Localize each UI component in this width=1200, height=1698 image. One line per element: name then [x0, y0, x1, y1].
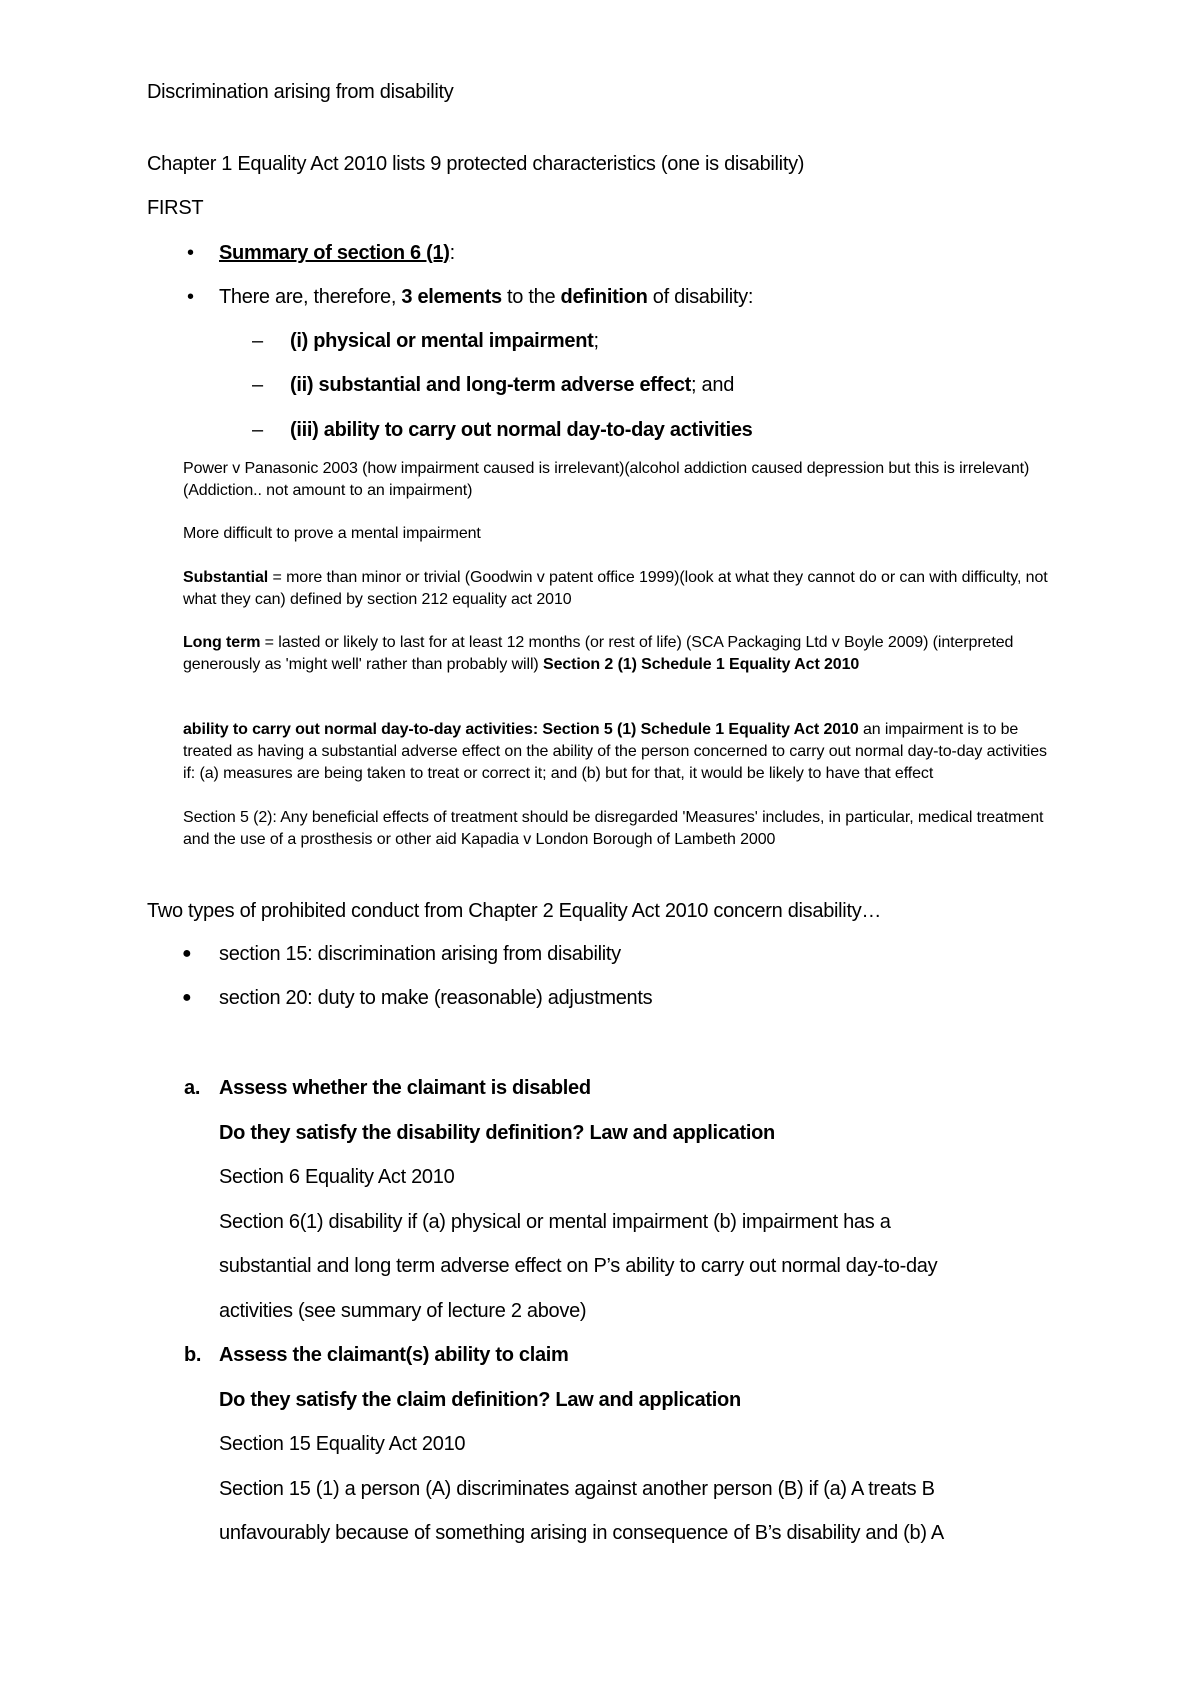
note-substantial-label: Substantial: [183, 569, 269, 586]
prohibited-item: section 20: duty to make (reasonable) adjustments: [219, 987, 653, 1009]
note-longterm: [183, 632, 1063, 676]
document-title: Discrimination arising from disability: [147, 81, 454, 103]
step-b-heading: Assess the claimant(s) ability to claim: [219, 1344, 569, 1366]
note-longterm-label: Long term: [183, 634, 261, 651]
step-a-sub: Do they satisfy the disability definition? Law and application: [219, 1122, 775, 1144]
step-a-section: Section 6 Equality Act 2010: [219, 1166, 455, 1188]
note-substantial-text: = more than minor or trivial (Goodwin v patent office 1999)(look at what they cannot do or can with difficulty, not what they can) defined by section 212 equality act 2010: [183, 569, 1048, 608]
elements-count: 3 elements: [401, 286, 502, 308]
element-item-bold: (iii) ability to carry out normal day-to-day activities: [290, 419, 753, 441]
step-a-text: substantial and long term adverse effect on P’s ability to carry out normal day-to-day: [219, 1255, 938, 1277]
first-label: FIRST: [147, 197, 204, 219]
step-a-text: Section 6(1) disability if (a) physical or mental impairment (b) impairment has a: [219, 1211, 891, 1233]
prohibited-item: section 15: discrimination arising from disability: [219, 943, 621, 965]
step-b-sub: Do they satisfy the claim definition? Law and application: [219, 1389, 741, 1411]
note-ability-label: ability to carry out normal day-to-day activities: Section 5 (1) Schedule 1 Equality Act 2010: [183, 721, 859, 738]
summary-heading-text: Summary of section 6 (1): [219, 242, 450, 264]
bullet-icon: ●: [182, 989, 192, 1006]
element-item: [290, 373, 734, 397]
elements-text: to the: [501, 286, 561, 308]
bullet-icon: •: [187, 242, 194, 264]
dash-icon: –: [252, 374, 263, 396]
note-longterm-section: Section 2 (1) Schedule 1 Equality Act 2010: [543, 656, 860, 673]
step-b-text: Section 15 (1) a person (A) discriminates against another person (B) if (a) A treats B: [219, 1478, 935, 1500]
intro-line: Chapter 1 Equality Act 2010 lists 9 protected characteristics (one is disability): [147, 153, 805, 175]
elements-line: [219, 285, 753, 309]
note-longterm-text: = lasted or likely to last for at least 12 months (or rest of life) (SCA Packaging Ltd v Boyle 2009) (interpreted generously as 'might well' rather than probably will): [183, 634, 1014, 673]
element-item-rest: ; and: [691, 374, 735, 396]
note-section-5-2: Section 5 (2): Any beneficial effects of treatment should be disregarded 'Measures' includes, in particular, medical treatment and the use of a prosthesis or other aid Kapadia v London Borough of Lambeth 2000: [183, 809, 1044, 848]
note-ability-text: an impairment is to be treated as having a substantial adverse effect on the ability of the person concerned to carry out normal day-to-day activities if: (a) measures are being taken to treat or correct it; and (b) but for that, it would be likely to have that effect: [183, 721, 1047, 782]
step-b-marker: b.: [184, 1344, 202, 1366]
elements-definition: definition: [560, 286, 648, 308]
summary-heading: [219, 241, 455, 265]
step-a-marker: a.: [184, 1077, 201, 1099]
note-power: Power v Panasonic 2003 (how impairment caused is irrelevant)(alcohol addiction caused depression but this is irrelevant) (Addiction.. not amount to an impairment): [183, 460, 1030, 499]
bullet-icon: •: [187, 286, 194, 308]
elements-text: of disability:: [647, 286, 754, 308]
element-item: [290, 329, 599, 353]
element-item-bold: (ii) substantial and long-term adverse effect: [290, 374, 692, 396]
element-item-bold: (i) physical or mental impairment: [290, 330, 594, 352]
dash-icon: –: [252, 330, 263, 352]
bullet-icon: ●: [182, 945, 192, 962]
step-a-heading: Assess whether the claimant is disabled: [219, 1077, 591, 1099]
summary-heading-colon: :: [449, 242, 455, 264]
step-a-text: activities (see summary of lecture 2 above): [219, 1300, 587, 1322]
element-item: [290, 418, 753, 442]
step-b-section: Section 15 Equality Act 2010: [219, 1433, 466, 1455]
note-ability: [183, 719, 1063, 785]
step-b-text: unfavourably because of something arising in consequence of B’s disability and (b) A: [219, 1522, 944, 1544]
note-substantial: [183, 567, 1063, 611]
dash-icon: –: [252, 419, 263, 441]
note-mental: More difficult to prove a mental impairment: [183, 525, 481, 542]
elements-text: There are, therefore,: [219, 286, 402, 308]
prohibited-heading: Two types of prohibited conduct from Chapter 2 Equality Act 2010 concern disability…: [147, 900, 882, 922]
element-item-rest: ;: [593, 330, 599, 352]
